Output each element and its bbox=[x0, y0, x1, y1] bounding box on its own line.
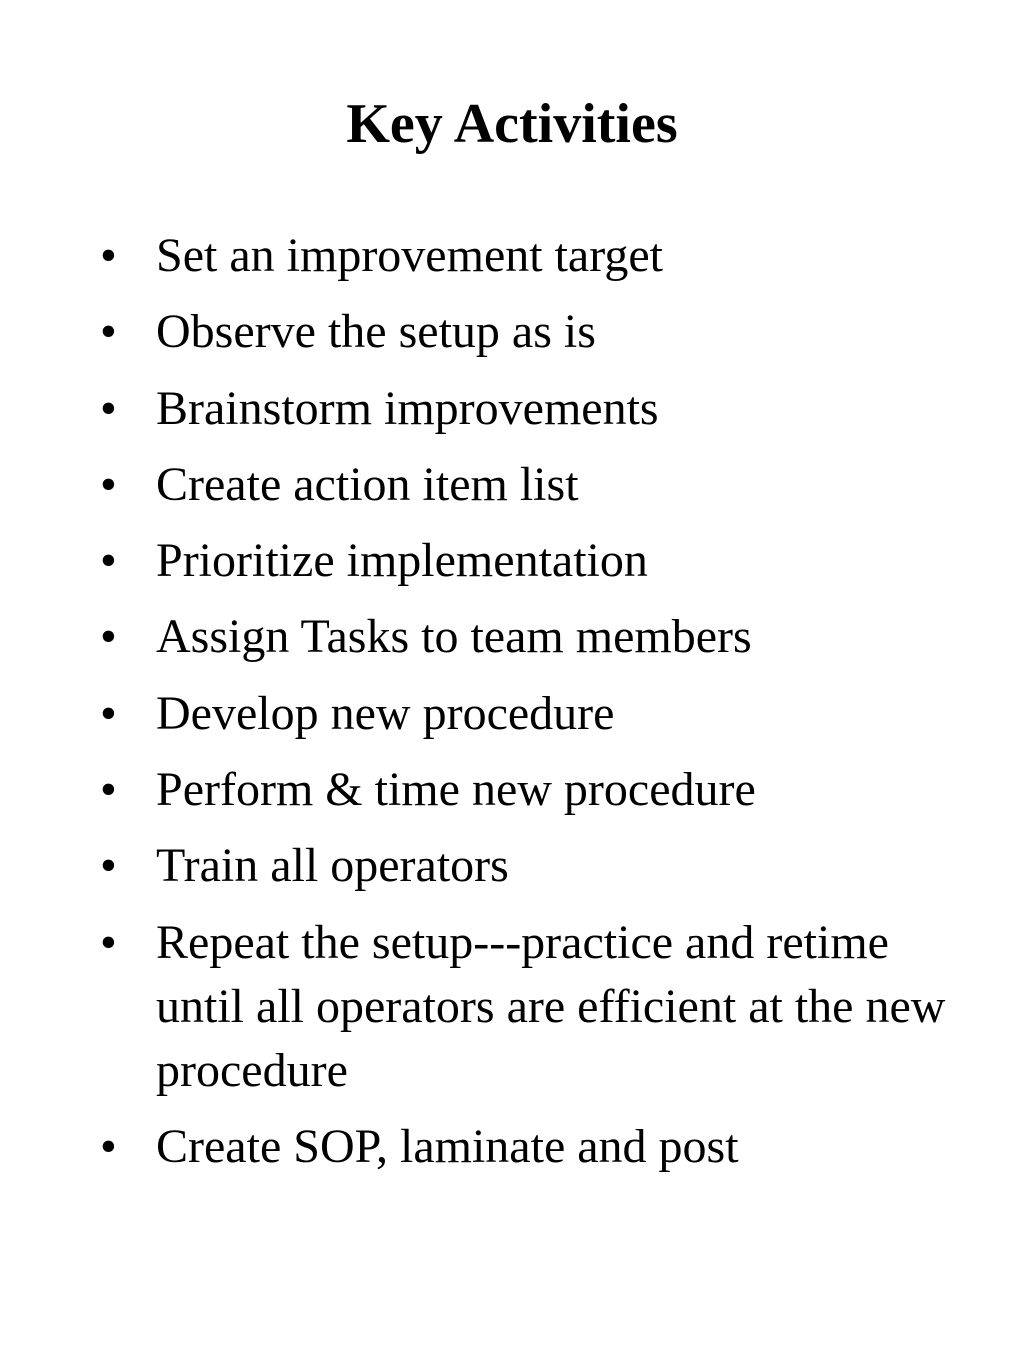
bullet-icon: • bbox=[100, 839, 117, 893]
bullet-item bbox=[100, 682, 980, 746]
bullet-item bbox=[100, 224, 980, 288]
bullet-item bbox=[100, 605, 980, 669]
bullet-icon: • bbox=[100, 534, 117, 588]
bullet-item bbox=[100, 377, 980, 441]
bullet-icon: • bbox=[100, 1119, 117, 1173]
bullet-text: Repeat the setup---practice and retime until all operators are efficient at the new procedure bbox=[156, 915, 946, 1097]
bullet-text: Brainstorm improvements bbox=[156, 381, 659, 435]
bullet-icon: • bbox=[100, 763, 117, 817]
bullet-icon: • bbox=[100, 915, 117, 969]
bullet-icon: • bbox=[100, 686, 117, 740]
bullet-text: Create SOP, laminate and post bbox=[156, 1119, 739, 1173]
bullet-item bbox=[100, 453, 980, 517]
bullet-icon: • bbox=[100, 457, 117, 511]
bullet-text: Create action item list bbox=[156, 457, 579, 511]
bullet-text: Assign Tasks to team members bbox=[156, 610, 752, 664]
bullet-item bbox=[100, 529, 980, 593]
bullet-item bbox=[100, 300, 980, 364]
bullet-item bbox=[100, 1115, 980, 1179]
bullet-text: Set an improvement target bbox=[156, 229, 663, 282]
bullet-text: Prioritize implementation bbox=[156, 534, 648, 588]
bullet-text: Train all operators bbox=[156, 839, 509, 893]
bullet-icon: • bbox=[100, 381, 117, 435]
bullet-item bbox=[100, 758, 980, 822]
bullet-text: Observe the setup as is bbox=[156, 305, 596, 359]
bullet-item bbox=[100, 834, 980, 898]
bullet-item bbox=[100, 911, 956, 1103]
bullet-text: Perform & time new procedure bbox=[156, 763, 756, 817]
slide-title: Key Activities bbox=[346, 93, 678, 155]
bullet-icon: • bbox=[100, 229, 117, 282]
bullet-icon: • bbox=[100, 305, 117, 359]
bullet-list bbox=[100, 224, 980, 1191]
bullet-icon: • bbox=[100, 610, 117, 664]
bullet-text: Develop new procedure bbox=[156, 686, 615, 740]
